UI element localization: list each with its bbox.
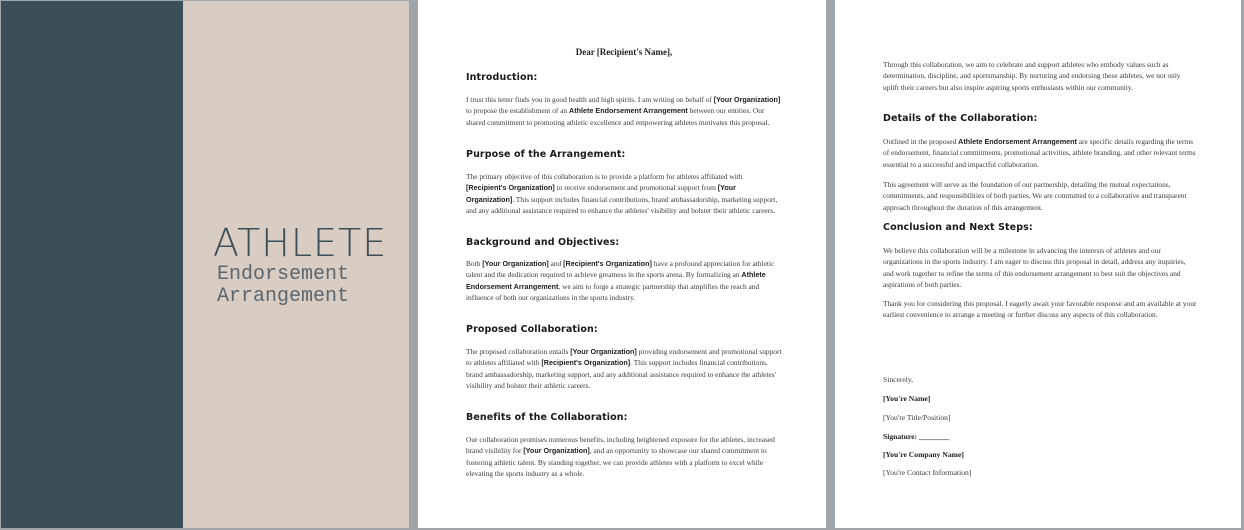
section-heading-purpose: Purpose of the Arrangement:: [466, 149, 626, 160]
cover-subtitle: [217, 264, 349, 308]
letter-page-2: [835, 0, 1241, 528]
placeholder-emphasis: Athlete Endorsement Arrangement: [466, 270, 766, 291]
intro-paragraph: Through this collaboration, we aim to celebrate and support athletes who embody values such as determination, discipline, and sportsmanship. By nurturing and endorsing these athletes, we not only uplift their careers but also inspire aspiring sports enthusiasts within our community.: [883, 60, 1181, 92]
placeholder-emphasis: [Recipient's Organization]: [466, 183, 555, 193]
section-body-conclusion-1: We believe this collaboration will be a milestone in advancing the interests of athletes and our organizations in the sports industry. I am eager to discuss this proposal in detail, address any inquiries, and work together to refine the terms of this endorsement arrangement to best suit the objectives and aspirations of both parties.: [883, 246, 1186, 289]
placeholder-emphasis: [Your Organization]: [713, 95, 781, 104]
section-body-proposed: The proposed collaboration entails [Your Organization] providing endorsement and promotional support to athletes affiliated with [Recipient's Organization]. This support includes financial contributions, brand ambassadorship, marketing support, and any additional assistance required to enhance the athletes' visibility and bolster their athletic careers.: [466, 347, 782, 390]
section-body-introduction: I trust this letter finds you in good health and high spirits. I am writing on behalf of [Your Organization] to propose the establishment of an Athlete Endorsement Arrangement between our entities. Our shared commitment to promoting athletic excellence and empowering athletes motivates this proposal.: [466, 95, 781, 127]
closing-contact: [You're Contact Information]: [883, 468, 972, 477]
placeholder-emphasis: Athlete Endorsement Arrangement: [958, 137, 1077, 146]
placeholder-emphasis: [Recipient's Organization]: [541, 358, 631, 368]
section-body-background: Both [Your Organization] and [Recipient's Organization] have a profound appreciation for athletic talent and the dedication required to achieve greatness in the sports arena. By formalizing an Athlete Endorsement Arrangement, we aim to forge a strategic partnership that amplifies the reach and influence of both our organizations in the sports industry.: [466, 259, 775, 302]
section-heading-conclusion: Conclusion and Next Steps:: [883, 222, 1033, 233]
closing-company: [You're Company Name]: [883, 450, 964, 459]
placeholder-emphasis: Athlete Endorsement Arrangement: [569, 106, 688, 116]
section-heading-details: Details of the Collaboration:: [883, 113, 1038, 124]
section-body-purpose: The primary objective of this collaboration is to provide a platform for athletes affiliated with [Recipient's Organization] to receive endorsement and promotional support from [Your Organization]. This support includes financial contributions, brand ambassadorship, marketing support, and any additional assistance required to enhance the athletes' visibility and bolster their athletic careers.: [466, 172, 778, 215]
cover-subtitle-line2: Arrangement: [217, 285, 350, 308]
closing-title: [You're Title/Position]: [883, 413, 951, 422]
letter-page-1: [418, 0, 826, 528]
closing-sincerely: Sincerely,: [883, 375, 914, 384]
placeholder-emphasis: [Your Organization]: [466, 183, 736, 204]
placeholder-emphasis: [Recipient's Organization]: [563, 259, 652, 268]
section-heading-introduction: Introduction:: [466, 72, 538, 83]
placeholder-emphasis: [Your Organization]: [523, 446, 590, 456]
cover-page: [1, 1, 409, 528]
cover-title: ATHLETE: [213, 221, 388, 265]
cover-subtitle-line1: Endorsement: [217, 263, 350, 286]
section-body-conclusion-2: Thank you for considering this proposal. I eagerly await your favorable response and am available at your earliest convenience to arrange a meeting or further discuss any aspects of this collaboration.: [883, 299, 1197, 320]
section-body-details-1: Outlined in the proposed Athlete Endorsement Arrangement are specific details regarding the terms of endorsement, financial commitments, promotional activities, athlete branding, and other relevant terms essential to a successful and impactful collaboration.: [883, 137, 1196, 169]
closing-signature: Signature: ________: [883, 432, 950, 441]
salutation: Dear [Recipient's Name],: [575, 47, 673, 57]
section-body-benefits: Our collaboration promises numerous benefits, including heightened exposure for the athletes, increased brand visibility for [Your Organization], and an opportunity to showcase our shared commitment to fostering athletic talent. By standing together, we can provide athletes with a platform to excel while elevating the sports industry as a whole.: [466, 435, 775, 478]
placeholder-emphasis: [Your Organization]: [570, 347, 637, 356]
section-heading-background: Background and Objectives:: [466, 237, 620, 248]
closing-name: [You're Name]: [883, 394, 931, 403]
cover-color-band: [1, 1, 183, 528]
section-body-details-2: This agreement will serve as the foundation of our partnership, detailing the mutual expectations, commitments, and responsibilities of both parties. We are committed to a collaborative and transparent approach throughout the duration of this arrangement.: [883, 180, 1187, 212]
placeholder-emphasis: [Your Organization]: [482, 259, 549, 268]
section-heading-benefits: Benefits of the Collaboration:: [466, 412, 628, 423]
section-heading-proposed: Proposed Collaboration:: [466, 324, 598, 335]
